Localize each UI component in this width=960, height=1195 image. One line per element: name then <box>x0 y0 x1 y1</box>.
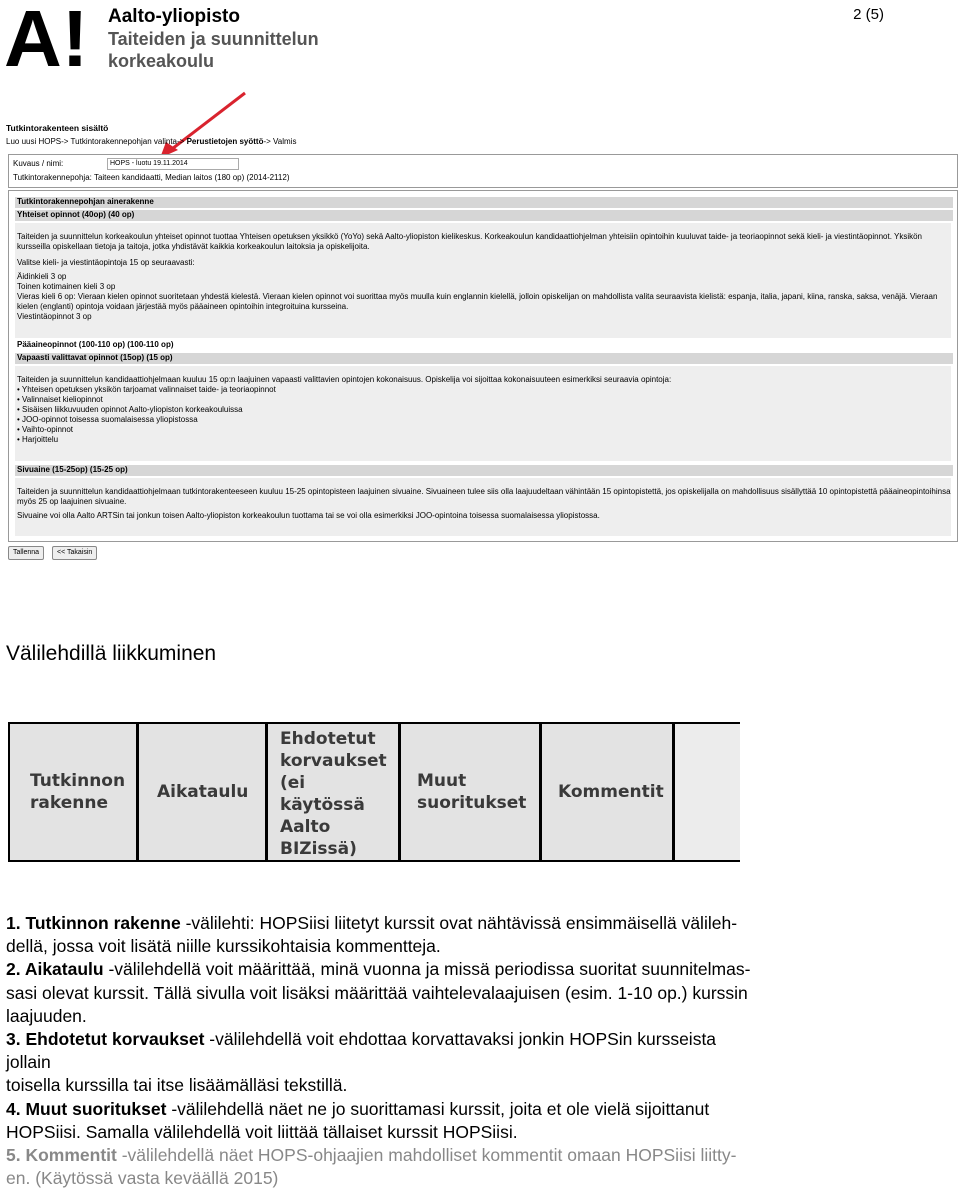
tab-label: Kommentit <box>558 782 664 802</box>
item-text: -välilehdellä näet HOPS-ohjaajien mahdolliset kommentit omaan HOPSiisi liitty- <box>116 1145 737 1166</box>
tab-label: Aikataulu <box>157 782 249 802</box>
list-item: Vieras kieli 6 op: Vieraan kielen opinnot suoritetaan yhdestä kielestä. Vieraan kielen opinnot voi suorittaa myös muulla kuin englannin kielellä, jolloin opiskelijan on mahdollista valita seuraavista kielistä: espanja, italia, japani, kiina, ranska, saksa, venäjä. Vieraan kielen (englanti) opintoja voidaan järjestää myös pääaineen opintoihin integroituina kursseina. <box>17 292 938 311</box>
list-item: Äidinkieli 3 op <box>17 272 67 281</box>
instruction-item-2 <box>6 958 906 981</box>
item-text-line: sasi olevat kurssit. Tällä sivulla voit lisäksi määrittää vaihtelevalaajuisen (esim. 1-10 op.) kurssin <box>6 982 748 1003</box>
hops-screenshot <box>0 118 960 568</box>
org-line3: korkeakoulu <box>108 51 215 71</box>
structure-box <box>8 190 958 542</box>
list-item: Viestintäopinnot 3 op <box>17 312 92 321</box>
item-number: 1. <box>6 913 26 933</box>
instruction-item-1 <box>6 912 906 935</box>
list-item: • Vaihto-opinnot <box>17 425 74 434</box>
list-item: • JOO-opinnot toisessa suomalaisessa yliopistossa <box>17 415 198 424</box>
item-text: -välilehdellä voit määrittää, minä vuonna ja missä periodissa suoritat suunnitelmas- <box>103 959 751 980</box>
section-free-title: Vapaasti valittavat opinnot (15op) (15 op) <box>15 353 953 364</box>
breadcrumb-current: Perustietojen syöttö <box>186 137 264 146</box>
structure-header: Tutkintorakennepohjan ainerakenne <box>15 197 953 208</box>
save-button[interactable]: Tallenna <box>8 546 44 560</box>
tab-label: Ehdotetut korvaukset (ei käytössä Aalto BIZissä) <box>280 729 387 859</box>
item-number: 4. <box>6 1098 26 1119</box>
name-input[interactable]: HOPS - luotu 19.11.2014 <box>107 158 239 170</box>
tab-muut-suoritukset[interactable] <box>401 724 539 860</box>
item-text-line: en. (Käytössä vasta keväällä 2015) <box>6 1168 279 1189</box>
section-major-title: Pääaineopinnot (100-110 op) (100-110 op) <box>15 340 953 351</box>
name-label: Kuvaus / nimi: <box>13 159 64 168</box>
instructions <box>6 912 906 1190</box>
item-number: 5. <box>6 1145 26 1166</box>
section-free-body <box>15 366 951 461</box>
item-text-line: toisella kurssilla tai itse lisäämälläsi tekstillä. <box>6 1075 348 1096</box>
breadcrumb <box>6 137 296 147</box>
list-item: Toinen kotimainen kieli 3 op <box>17 282 116 291</box>
language-choice-text: Valitse kieli- ja viestintäopintoja 15 op seuraavasti: <box>17 258 195 267</box>
tab-strip <box>8 722 740 862</box>
breadcrumb-steps[interactable]: Luo uusi HOPS-> Tutkintorakennepohjan valinta-> <box>6 137 187 146</box>
item-text: -välilehdellä voit ehdottaa korvattavaksi jonkin HOPSin kursseista <box>204 1029 717 1050</box>
aalto-logo <box>4 4 104 70</box>
tab-tutkinnon-rakenne[interactable] <box>10 724 136 860</box>
item-title: Tutkinnon rakenne <box>25 913 181 933</box>
item-text: -välilehti: HOPSiisi liitetyt kurssit ovat nähtävissä ensimmäisellä välileh- <box>180 913 738 933</box>
list-item: • Sisäisen liikkuvuuden opinnot Aalto-yliopiston korkeakouluissa <box>17 405 243 414</box>
tab-ehdotetut-korvaukset[interactable] <box>268 724 398 860</box>
item-title: Kommentit <box>25 1145 117 1166</box>
page-number: 2 (5) <box>853 6 884 23</box>
list-item: • Harjoittelu <box>17 435 59 444</box>
list-item: • Yhteisen opetuksen yksikön tarjoamat valinnaiset taide- ja teoriaopinnot <box>17 385 276 394</box>
item-text-line: dellä, jossa voit lisätä niille kurssikohtaisia kommentteja. <box>6 936 441 957</box>
section-minor-title: Sivuaine (15-25op) (15-25 op) <box>15 465 953 476</box>
tab-kommentit[interactable] <box>542 724 672 860</box>
instruction-item-5 <box>6 1144 906 1167</box>
item-title: Ehdotetut korvaukset <box>25 1029 205 1050</box>
item-text-line: jollain <box>6 1052 51 1073</box>
meta-box <box>8 154 958 188</box>
logo-symbol: A! <box>4 4 89 70</box>
item-title: Aikataulu <box>24 959 104 980</box>
org-line1: Aalto-yliopisto <box>108 6 240 27</box>
org-line2: Taiteiden ja suunnittelun <box>108 29 319 49</box>
template-line: Tutkintorakennepohja: Taiteen kandidaatti, Median laitos (180 op) (2014-2112) <box>13 173 290 182</box>
tab-aikataulu[interactable] <box>139 724 265 860</box>
section-common-title: Yhteiset opinnot (40op) (40 op) <box>15 210 953 221</box>
item-text: -välilehdellä näet ne jo suorittamasi kurssit, joita et ole vielä sijoittanut <box>166 1098 710 1119</box>
item-number: 3. <box>6 1029 26 1050</box>
section-minor-text2: Sivuaine voi olla Aalto ARTSin tai jonkun toisen Aalto-yliopiston korkeakoulun tuottama tai se voi olla esimerkiksi JOO-opintoina toisessa suomalaisessa yliopistossa. <box>17 511 600 520</box>
screenshot-title: Tutkintorakenteen sisältö <box>6 123 109 133</box>
item-text-line: laajuuden. <box>6 1005 87 1026</box>
item-text-line: HOPSiisi. Samalla välilehdellä voit liittää tällaiset kurssit HOPSiisi. <box>6 1121 518 1142</box>
section-minor-body <box>15 478 951 536</box>
tab-strip-filler <box>675 724 740 860</box>
tab-label: Muut suoritukset <box>417 771 527 813</box>
item-number: 2. <box>6 959 25 980</box>
section-common-body <box>15 223 951 338</box>
instruction-item-4 <box>6 1098 906 1121</box>
section-common-text: Taiteiden ja suunnittelun korkeakoulun yhteiset opinnot tuottaa Yhteisen opetuksen yksikkö (YoYo) sekä Aalto-yliopiston kielikeskus. Korkeakoulun kandidaattiohjelman yhteisiin opintoihin kuuluvat taide- ja teoriaopinnot sekä kieli- ja viestintäopinnot. Yksikön kursseilla opiskellaan tietoja ja taitoja, jotka yhdistävät kaikkia korkeakoulun laitoksia ja opiskelijoita. <box>17 232 923 251</box>
tab-label: Tutkinnon rakenne <box>30 771 126 813</box>
section-free-text: Taiteiden ja suunnittelun kandidaattiohjelmaan kuuluu 15 op:n laajuinen vapaasti valittavien opintojen kokonaisuus. Opiskelija voi sijoittaa kokonaisuuteen esimerkiksi seuraavia opintoja: <box>17 375 672 384</box>
instruction-item-3 <box>6 1028 906 1051</box>
breadcrumb-next[interactable]: -> Valmis <box>263 137 297 146</box>
section-title: Välilehdillä liikkuminen <box>6 642 217 665</box>
list-item: • Valinnaiset kieliopinnot <box>17 395 103 404</box>
org-name <box>108 6 319 72</box>
section-minor-text: Taiteiden ja suunnittelun kandidaattiohjelmaan tutkintorakenteeseen kuuluu 15-25 opintopisteen laajuinen sivuaine. Sivuaineen tulee siis olla laajuudeltaan vähintään 15 opintopistettä, jos opiskelijalla on mahdollisuus sisällyttää 10 opintopistettä pääaineopintoihinsa myös 25 op laajuinen sivuaine. <box>17 487 951 506</box>
back-button[interactable]: << Takaisin <box>52 546 97 560</box>
item-title: Muut suoritukset <box>25 1098 167 1119</box>
